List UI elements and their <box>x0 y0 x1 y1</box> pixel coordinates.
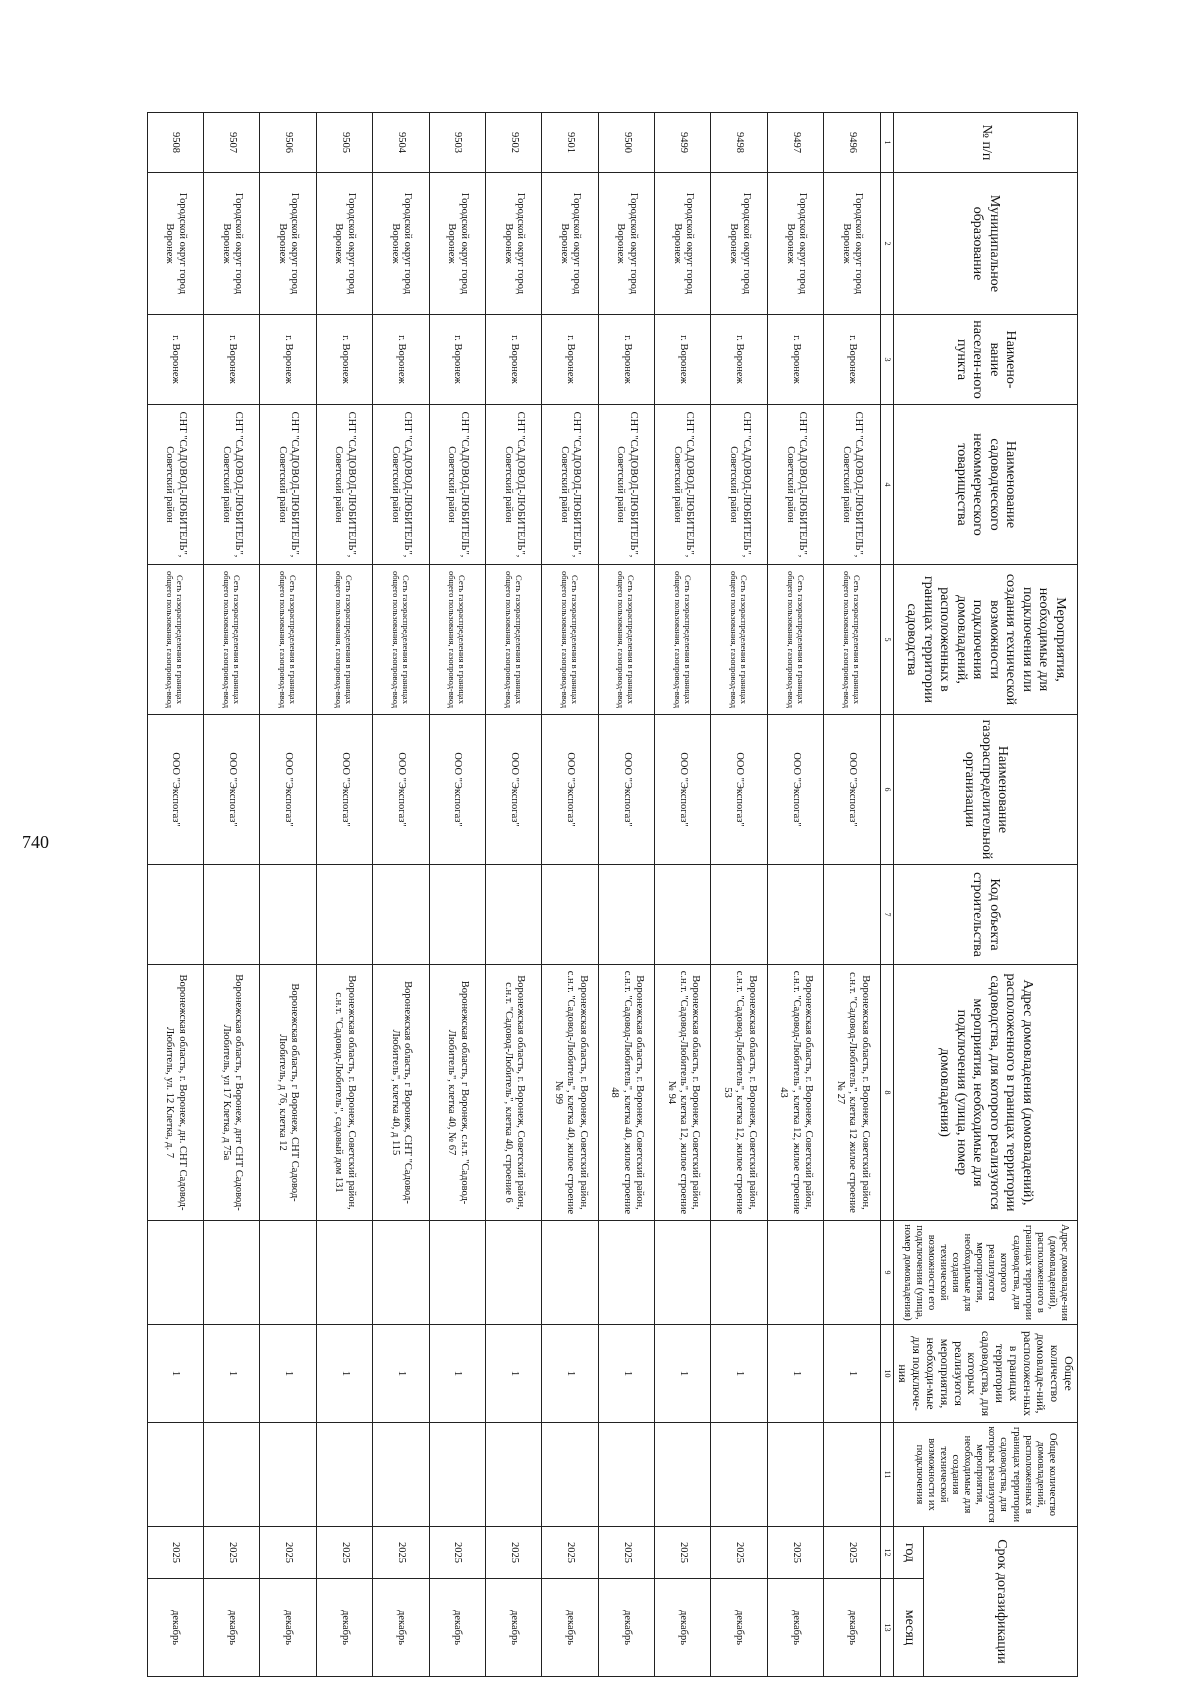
count-tech-cell <box>260 1423 316 1527</box>
action-cell: Сеть газораспределения в границах общего пользования, газопровод-ввод <box>485 565 541 715</box>
row-number: 9503 <box>429 113 485 173</box>
gas-org-cell: ООО "Экспогаз" <box>373 715 429 865</box>
municipality-cell: Городской округ город Воронеж <box>485 173 541 315</box>
snt-cell: СНТ "САДОВОД-ЛЮБИТЕЛЬ", Советский район <box>429 405 485 565</box>
gas-org-cell: ООО "Экспогаз" <box>824 715 880 865</box>
address-cell: Воронежская область, г. Воронеж, Советский район, с.н.т. "Садовод-Любитель", клетка 40, строение 6 <box>485 965 541 1221</box>
month-cell: декабрь <box>542 1579 598 1677</box>
year-cell: 2025 <box>655 1527 711 1579</box>
object-code-cell <box>598 865 654 965</box>
action-cell: Сеть газораспределения в границах общего пользования, газопровод-ввод <box>542 565 598 715</box>
count-tech-cell <box>711 1423 767 1527</box>
count-tech-cell <box>824 1423 880 1527</box>
month-cell: декабрь <box>655 1579 711 1677</box>
month-cell: декабрь <box>373 1579 429 1677</box>
snt-cell: СНТ "САДОВОД-ЛЮБИТЕЛЬ", Советский район <box>824 405 880 565</box>
count-connect-cell: 1 <box>824 1325 880 1423</box>
table-row <box>429 113 485 1677</box>
snt-cell: СНТ "САДОВОД-ЛЮБИТЕЛЬ", Советский район <box>542 405 598 565</box>
address-cell: Воронежская область, г Воронеж, СНТ Садовод-Любитель, д 76, клетка 12 <box>260 965 316 1221</box>
table-row <box>542 113 598 1677</box>
count-tech-cell <box>542 1423 598 1527</box>
gas-org-cell: ООО "Экспогаз" <box>542 715 598 865</box>
table-row <box>767 113 823 1677</box>
address-cell: Воронежская область, г. Воронеж, Советский район, с.н.т. "Садовод-Любитель", садовый дом 131 <box>316 965 372 1221</box>
address-cell: Воронежская область, г. Воронеж, Советский район, с.н.т. "Садовод-Любитель", клетка 12, жилое строение № 94 <box>655 965 711 1221</box>
settlement-cell: г. Воронеж <box>767 315 823 405</box>
municipality-cell: Городской округ город Воронеж <box>147 173 203 315</box>
object-code-cell <box>147 865 203 965</box>
object-code-cell <box>485 865 541 965</box>
municipality-cell: Городской округ город Воронеж <box>203 173 259 315</box>
gas-org-cell: ООО "Экспогаз" <box>485 715 541 865</box>
address-cell: Воронежская область, г. Воронеж, Советский район, с.н.т. "Садовод-Любитель", клетка 12, жилое строение 53 <box>711 965 767 1221</box>
snt-cell: СНТ "САДОВОД-ЛЮБИТЕЛЬ", Советский район <box>203 405 259 565</box>
month-cell: декабрь <box>711 1579 767 1677</box>
table-row <box>373 113 429 1677</box>
table-row <box>598 113 654 1677</box>
object-code-cell <box>203 865 259 965</box>
address-tech-cell <box>598 1221 654 1325</box>
object-code-cell <box>711 865 767 965</box>
snt-cell: СНТ "САДОВОД-ЛЮБИТЕЛЬ", Советский район <box>485 405 541 565</box>
month-cell: декабрь <box>767 1579 823 1677</box>
municipality-cell: Городской округ город Воронеж <box>824 173 880 315</box>
address-cell: Воронежская область, г Воронеж, днт СНТ Садовод-Любитель, ул 17 Клетка, д 75а <box>203 965 259 1221</box>
settlement-cell: г. Воронеж <box>711 315 767 405</box>
count-connect-cell: 1 <box>655 1325 711 1423</box>
year-cell: 2025 <box>485 1527 541 1579</box>
row-number: 9508 <box>147 113 203 173</box>
action-cell: Сеть газораспределения в границах общего пользования, газопровод-ввод <box>767 565 823 715</box>
month-cell: декабрь <box>203 1579 259 1677</box>
object-code-cell <box>429 865 485 965</box>
snt-cell: СНТ "САДОВОД-ЛЮБИТЕЛЬ", Советский район <box>711 405 767 565</box>
count-connect-cell: 1 <box>485 1325 541 1423</box>
action-cell: Сеть газораспределения в границах общего пользования, газопровод-ввод <box>824 565 880 715</box>
action-cell: Сеть газораспределения в границах общего пользования, газопровод-ввод <box>655 565 711 715</box>
municipality-cell: Городской округ город Воронеж <box>429 173 485 315</box>
object-code-cell <box>316 865 372 965</box>
row-number: 9507 <box>203 113 259 173</box>
column-number: 5 <box>880 565 893 715</box>
table-row <box>316 113 372 1677</box>
row-number: 9497 <box>767 113 823 173</box>
address-tech-cell <box>711 1221 767 1325</box>
row-number: 9506 <box>260 113 316 173</box>
year-cell: 2025 <box>260 1527 316 1579</box>
header-address: Адрес домовладения (домовладений), расположенного в границах территории садоводства, для которого реализуются мероприятия, необходимые для подключения (улица, номер домовладения) <box>893 965 1077 1221</box>
municipality-cell: Городской округ город Воронеж <box>260 173 316 315</box>
gas-org-cell: ООО "Экспогаз" <box>203 715 259 865</box>
table-row <box>485 113 541 1677</box>
action-cell: Сеть газораспределения в границах общего пользования, газопровод-ввод <box>260 565 316 715</box>
row-number: 9502 <box>485 113 541 173</box>
year-cell: 2025 <box>824 1527 880 1579</box>
gas-org-cell: ООО "Экспогаз" <box>429 715 485 865</box>
count-tech-cell <box>655 1423 711 1527</box>
year-cell: 2025 <box>598 1527 654 1579</box>
action-cell: Сеть газораспределения в границах общего пользования, газопровод-ввод <box>429 565 485 715</box>
address-cell: Воронежская область, г. Воронеж, Советский район, с.н.т. "Садовод-Любитель", клетка 40, жилое строение № 99 <box>542 965 598 1221</box>
count-connect-cell: 1 <box>711 1325 767 1423</box>
address-tech-cell <box>767 1221 823 1325</box>
header-deadline-group: Срок догазификации <box>924 1527 1078 1677</box>
document-table-rotated <box>104 112 1078 1676</box>
header-num: № п/п <box>893 113 1077 173</box>
header-month: месяц <box>893 1579 923 1677</box>
header-gas-org: Наименование газораспределительной организации <box>893 715 1077 865</box>
page-number: 740 <box>22 832 49 852</box>
count-tech-cell <box>147 1423 203 1527</box>
month-cell: декабрь <box>598 1579 654 1677</box>
header-snt: Наименование садоводческого некоммерческого товарищества <box>893 405 1077 565</box>
column-number: 7 <box>880 865 893 965</box>
address-tech-cell <box>260 1221 316 1325</box>
gas-org-cell: ООО "Экспогаз" <box>147 715 203 865</box>
gas-org-cell: ООО "Экспогаз" <box>767 715 823 865</box>
count-connect-cell: 1 <box>373 1325 429 1423</box>
column-number: 3 <box>880 315 893 405</box>
municipality-cell: Городской округ город Воронеж <box>316 173 372 315</box>
year-cell: 2025 <box>203 1527 259 1579</box>
year-cell: 2025 <box>711 1527 767 1579</box>
action-cell: Сеть газораспределения в границах общего пользования, газопровод-ввод <box>598 565 654 715</box>
header-actions: Мероприятия, необходимые для подключения или создания технической возможности подключения домовладений, расположенных в границах территории садоводства <box>893 565 1077 715</box>
column-number: 4 <box>880 405 893 565</box>
settlement-cell: г. Воронеж <box>485 315 541 405</box>
settlement-cell: г. Воронеж <box>598 315 654 405</box>
address-cell: Воронежская область, г. Воронеж, дн. СНТ Садовод-Любитель, ул. 12 Клетка, д. 7 <box>147 965 203 1221</box>
header-count-tech: Общее количество домовладений, расположенных в границах территории садоводства, для которых реализуются мероприятия, необходимые для создания технической возможности их подключения <box>893 1423 1077 1527</box>
row-number: 9499 <box>655 113 711 173</box>
snt-cell: СНТ "САДОВОД-ЛЮБИТЕЛЬ", Советский район <box>655 405 711 565</box>
header-object-code: Код объекта строительства <box>893 865 1077 965</box>
municipality-cell: Городской округ город Воронеж <box>373 173 429 315</box>
object-code-cell <box>824 865 880 965</box>
month-cell: декабрь <box>316 1579 372 1677</box>
address-tech-cell <box>655 1221 711 1325</box>
snt-cell: СНТ "САДОВОД-ЛЮБИТЕЛЬ", Советский район <box>598 405 654 565</box>
column-number: 10 <box>880 1325 893 1423</box>
table-row <box>260 113 316 1677</box>
municipality-cell: Городской округ город Воронеж <box>542 173 598 315</box>
month-cell: декабрь <box>147 1579 203 1677</box>
address-cell: Воронежская область, г. Воронеж, Советский район, с.н.т. "Садовод-Любитель", клетка 12, жилое строение 43 <box>767 965 823 1221</box>
settlement-cell: г. Воронеж <box>824 315 880 405</box>
snt-cell: СНТ "САДОВОД-ЛЮБИТЕЛЬ", Советский район <box>316 405 372 565</box>
year-cell: 2025 <box>316 1527 372 1579</box>
snt-cell: СНТ "САДОВОД-ЛЮБИТЕЛЬ", Советский район <box>373 405 429 565</box>
year-cell: 2025 <box>147 1527 203 1579</box>
address-tech-cell <box>542 1221 598 1325</box>
column-number: 9 <box>880 1221 893 1325</box>
header-count-connect: Общее количество домовладе-ний, расположен-ных в границах территории садоводства, для которых реализуются мероприятия, необходи-мые для подключе-ния <box>893 1325 1077 1423</box>
snt-cell: СНТ "САДОВОД-ЛЮБИТЕЛЬ", Советский район <box>260 405 316 565</box>
municipality-cell: Городской округ город Воронеж <box>767 173 823 315</box>
count-tech-cell <box>429 1423 485 1527</box>
object-code-cell <box>260 865 316 965</box>
count-connect-cell: 1 <box>316 1325 372 1423</box>
object-code-cell <box>542 865 598 965</box>
municipality-cell: Городской округ город Воронеж <box>711 173 767 315</box>
municipality-cell: Городской округ город Воронеж <box>655 173 711 315</box>
settlement-cell: г. Воронеж <box>147 315 203 405</box>
row-number: 9498 <box>711 113 767 173</box>
address-tech-cell <box>203 1221 259 1325</box>
header-address-tech: Адрес домовладе-ния (домовладений), расположенного в границах территории садоводства, для которого реализуются мероприятия, необходимые для создания технической возможности его подключения (улица, номер домовладения) <box>893 1221 1077 1325</box>
column-number: 12 <box>880 1527 893 1579</box>
settlement-cell: г. Воронеж <box>203 315 259 405</box>
row-number: 9496 <box>824 113 880 173</box>
column-number: 1 <box>880 113 893 173</box>
header-municipality: Муниципальное образование <box>893 173 1077 315</box>
address-tech-cell <box>429 1221 485 1325</box>
address-cell: Воронежская область, г Воронеж, с.н.т. "Садовод-Любитель", клетка 40, № 67 <box>429 965 485 1221</box>
count-tech-cell <box>485 1423 541 1527</box>
count-tech-cell <box>767 1423 823 1527</box>
snt-cell: СНТ "САДОВОД-ЛЮБИТЕЛЬ", Советский район <box>767 405 823 565</box>
municipality-cell: Городской округ город Воронеж <box>598 173 654 315</box>
header-year: год <box>893 1527 923 1579</box>
action-cell: Сеть газораспределения в границах общего пользования, газопровод-ввод <box>316 565 372 715</box>
settlement-cell: г. Воронеж <box>316 315 372 405</box>
row-number: 9505 <box>316 113 372 173</box>
object-code-cell <box>373 865 429 965</box>
row-number: 9501 <box>542 113 598 173</box>
header-settlement: Наимено-вание населен-ного пункта <box>893 315 1077 405</box>
address-cell: Воронежская область, г Воронеж, СНТ "Садовод-Любитель", клетка 40, д 115 <box>373 965 429 1221</box>
settlement-cell: г. Воронеж <box>429 315 485 405</box>
settlement-cell: г. Воронеж <box>260 315 316 405</box>
month-cell: декабрь <box>429 1579 485 1677</box>
settlement-cell: г. Воронеж <box>542 315 598 405</box>
count-connect-cell: 1 <box>598 1325 654 1423</box>
month-cell: декабрь <box>485 1579 541 1677</box>
snt-cell: СНТ "САДОВОД-ЛЮБИТЕЛЬ", Советский район <box>147 405 203 565</box>
count-connect-cell: 1 <box>147 1325 203 1423</box>
action-cell: Сеть газораспределения в границах общего пользования, газопровод-ввод <box>203 565 259 715</box>
count-connect-cell: 1 <box>767 1325 823 1423</box>
action-cell: Сеть газораспределения в границах общего пользования, газопровод-ввод <box>373 565 429 715</box>
object-code-cell <box>655 865 711 965</box>
address-tech-cell <box>485 1221 541 1325</box>
column-number-row <box>880 113 893 1677</box>
count-connect-cell: 1 <box>542 1325 598 1423</box>
gas-org-cell: ООО "Экспогаз" <box>598 715 654 865</box>
column-number: 2 <box>880 173 893 315</box>
column-number: 11 <box>880 1423 893 1527</box>
gas-org-cell: ООО "Экспогаз" <box>711 715 767 865</box>
gasification-table <box>147 112 1078 1677</box>
column-number: 13 <box>880 1579 893 1677</box>
address-tech-cell <box>316 1221 372 1325</box>
table-body <box>147 113 880 1677</box>
year-cell: 2025 <box>373 1527 429 1579</box>
count-tech-cell <box>598 1423 654 1527</box>
year-cell: 2025 <box>542 1527 598 1579</box>
address-cell: Воронежская область, г. Воронеж, Советский район, с.н.т. "Садовод-Любитель", клетка 12 жилое строение № 27 <box>824 965 880 1221</box>
address-tech-cell <box>373 1221 429 1325</box>
row-number: 9504 <box>373 113 429 173</box>
month-cell: декабрь <box>260 1579 316 1677</box>
address-cell: Воронежская область, г. Воронеж, Советский район, с.н.т. "Садовод-Любитель", клетка 40, жилое строение 48 <box>598 965 654 1221</box>
column-number: 6 <box>880 715 893 865</box>
table-row <box>824 113 880 1677</box>
settlement-cell: г. Воронеж <box>655 315 711 405</box>
month-cell: декабрь <box>824 1579 880 1677</box>
address-tech-cell <box>147 1221 203 1325</box>
count-connect-cell: 1 <box>260 1325 316 1423</box>
settlement-cell: г. Воронеж <box>373 315 429 405</box>
year-cell: 2025 <box>429 1527 485 1579</box>
table-row <box>711 113 767 1677</box>
count-connect-cell: 1 <box>429 1325 485 1423</box>
object-code-cell <box>767 865 823 965</box>
gas-org-cell: ООО "Экспогаз" <box>316 715 372 865</box>
column-number: 8 <box>880 965 893 1221</box>
count-tech-cell <box>373 1423 429 1527</box>
address-tech-cell <box>824 1221 880 1325</box>
gas-org-cell: ООО "Экспогаз" <box>260 715 316 865</box>
gas-org-cell: ООО "Экспогаз" <box>655 715 711 865</box>
count-tech-cell <box>203 1423 259 1527</box>
year-cell: 2025 <box>767 1527 823 1579</box>
action-cell: Сеть газораспределения в границах общего пользования, газопровод-ввод <box>711 565 767 715</box>
table-row <box>203 113 259 1677</box>
table-row <box>147 113 203 1677</box>
count-connect-cell: 1 <box>203 1325 259 1423</box>
action-cell: Сеть газораспределения в границах общего пользования, газопровод-ввод <box>147 565 203 715</box>
table-row <box>655 113 711 1677</box>
count-tech-cell <box>316 1423 372 1527</box>
row-number: 9500 <box>598 113 654 173</box>
